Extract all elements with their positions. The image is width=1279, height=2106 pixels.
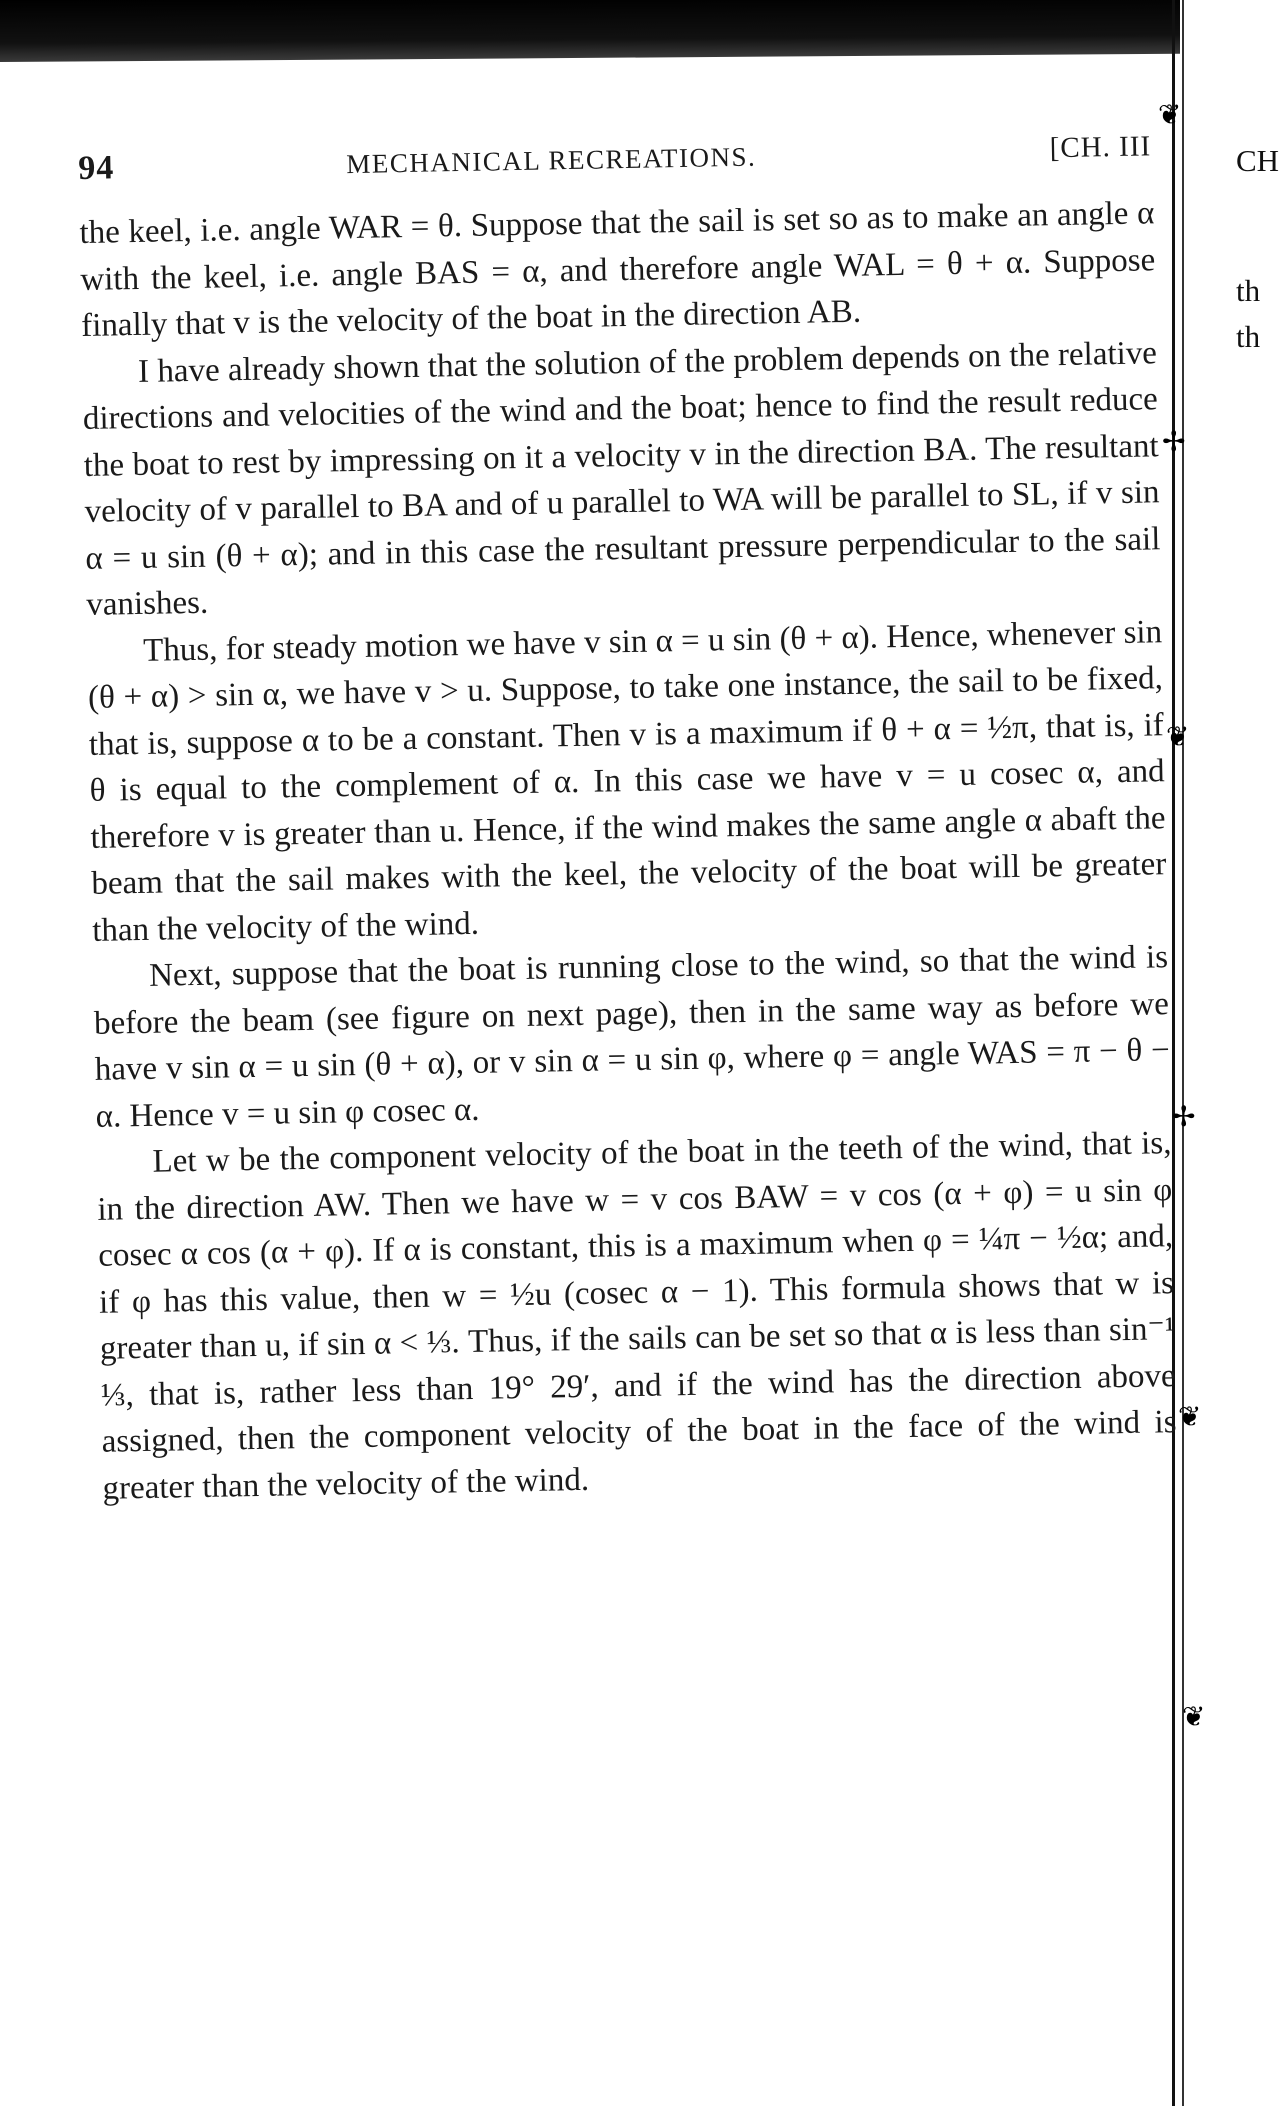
binding-ornament-icon: ❦ (1166, 720, 1190, 753)
paragraph: Thus, for steady motion we have v sin α = u sin (θ + α). Hence, whenever sin (θ + α) > sin α, we have v > u. Suppose, to take one instance, the sail to be fixed, that is, suppose α to be a constant. Then v is a maximum if θ + α = ½π, that is, if θ is equal to the complement of α. In this case we have v = u cosec α, and therefore v is greater than u. Hence, if the wind makes the same angle α abaft the beam that the sail makes with the keel, the velocity of the boat will be greater than the velocity of the wind. (87, 613, 1167, 949)
book-page (78, 130, 1178, 1511)
page-number: 94 (78, 149, 115, 187)
binding-ornament-icon: ❦ (1182, 1700, 1206, 1733)
binding-ornament-icon: ❦ (1178, 1400, 1202, 1433)
next-page-header-fragment: CH (1236, 143, 1279, 178)
binding-ornament-icon: ✢ (1162, 425, 1186, 458)
binding-edge-inner (1182, 0, 1184, 2106)
chapter-reference: [CH. III (1049, 130, 1152, 165)
binding-ornament-icon: ✢ (1172, 1100, 1196, 1133)
paragraph: I have already shown that the solution of the problem depends on the relative directions and velocities of the wind and the boat; hence to find the result reduce the boat to rest by impressing on it a velocity v in the direction BA. The resultant velocity of v parallel to BA and of u parallel to WA will be parallel to SL, if v sin α = u sin (θ + α); and in this case the resultant pressure perpendicular to the sail vanishes. (82, 334, 1161, 623)
paragraph: the keel, i.e. angle WAR = θ. Suppose that the sail is set so as to make an angle α with the keel, i.e. angle BAS = α, and therefore angle WAL = θ + α. Suppose finally that v is the velocity of the boat in the direction AB. (79, 195, 1156, 344)
paragraph: Let w be the component velocity of the boat in the teeth of the wind, that is, in the direction AW. Then we have w = v cos BAW = v cos (α + φ) = u sin φ cosec α cos (α + φ). If α is constant, this is a maximum when φ = ¼π − ½α; and, if φ has this value, then w = ½u (cosec α − 1). This formula shows that w is greater than u, if sin α < ⅓. Thus, if the sails can be set so that α is less than sin⁻¹ ⅓, that is, rather less than 19° 29′, and if the wind has the direction above assigned, then the component velocity of the boat in the face of the wind is greater than the velocity of the wind. (97, 1125, 1177, 1507)
body-text (79, 190, 1178, 1511)
running-title: MECHANICAL RECREATIONS. (346, 141, 757, 180)
next-page-line-fragment: th (1236, 273, 1261, 308)
paragraph: Next, suppose that the boat is running close to the wind, so that the wind is before the beam (see figure on next page), then in the same way as before we have v sin α = u sin (θ + α), or v sin α = u sin φ, where φ = angle WAS = π − θ − α. Hence v = u sin φ cosec α. (93, 939, 1171, 1135)
scan-top-shadow (0, 0, 1180, 62)
binding-edge (1172, 0, 1175, 2106)
next-page-line-fragment: th (1236, 319, 1261, 354)
binding-ornament-icon: ❦ (1158, 98, 1182, 131)
